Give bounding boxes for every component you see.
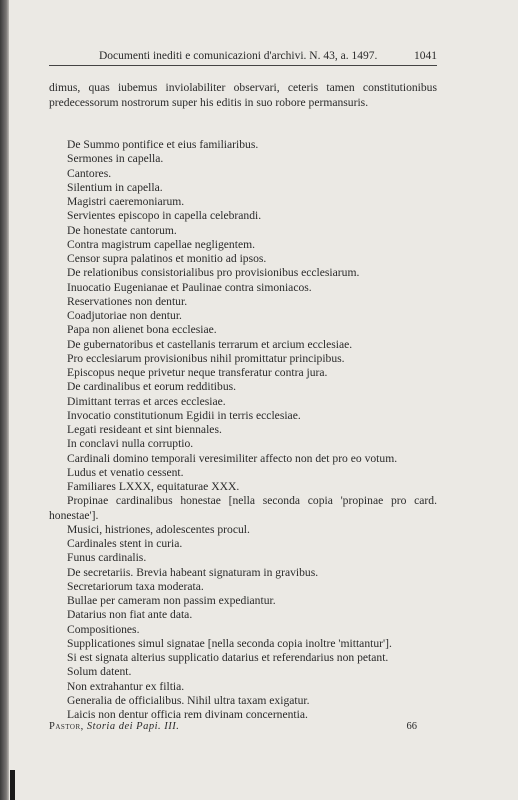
list-item: Datarius non fiat ante data. bbox=[67, 608, 193, 622]
list-item: Cardinali domino temporali veresimiliter affecto non det pro eo votum. bbox=[67, 451, 398, 465]
list-item: Familiares LXXX, equitaturae XXX. bbox=[67, 480, 240, 493]
list-item: Solum datent. bbox=[67, 665, 132, 679]
list-item: Magistri caeremoniarum. bbox=[67, 195, 185, 208]
list-item: Invocatio constitutionum Egidii in terris ecclesiae. bbox=[67, 408, 301, 422]
list-item: Non extrahantur ex filtia. bbox=[67, 679, 185, 693]
list-item: Laicis non dentur officia rem divinam concernentia. bbox=[67, 708, 308, 721]
list-item: Servientes episcopo in capella celebrandi. bbox=[67, 209, 262, 223]
list-item: Compositiones. bbox=[67, 622, 140, 636]
list-item: Cantores. bbox=[67, 166, 112, 180]
list-item: Propinae cardinalibus honestae [nella seconda copia 'propinae pro card. honestae']. bbox=[49, 494, 437, 522]
list-item: In conclavi nulla corruptio. bbox=[67, 437, 194, 451]
list-item: Ludus et venatio cessent. bbox=[67, 465, 184, 479]
list-item: De Summo pontifice et eius familiaribus. bbox=[67, 138, 259, 151]
list-item: Reservationes non dentur. bbox=[67, 294, 188, 308]
book-spine-shadow bbox=[0, 0, 9, 800]
list-item: Funus cardinalis. bbox=[67, 551, 147, 565]
list-item: De honestate cantorum. bbox=[67, 223, 177, 237]
list-item: Episcopus neque privetur neque transferatur contra jura. bbox=[67, 366, 328, 379]
list-item: Si est signata alterius supplicatio datarius et referendarius non petant. bbox=[67, 651, 389, 664]
list-item: Generalia de officialibus. Nihil ultra taxam exigatur. bbox=[67, 693, 310, 707]
list-item: Silentium in capella. bbox=[67, 180, 163, 194]
footer-author: Pastor, bbox=[49, 721, 84, 732]
list-item: Legati resideant et sint biennales. bbox=[67, 423, 222, 436]
list-item: De secretariis. Brevia habeant signaturam in gravibus. bbox=[67, 565, 319, 579]
scan-edge-mark bbox=[10, 770, 15, 800]
intro-paragraph: dimus, quas iubemus inviolabiliter observari, ceteris tamen constitutionibus predecessorum nostrorum super his editis in suo robore permansuris. bbox=[49, 81, 437, 110]
signature-mark: 66 bbox=[406, 721, 417, 732]
header-rule bbox=[49, 65, 437, 66]
list-item: Sermones in capella. bbox=[67, 152, 164, 166]
list-item: Coadjutoriae non dentur. bbox=[67, 309, 182, 322]
list-item: Contra magistrum capellae negligentem. bbox=[67, 237, 256, 251]
list-item: Dimittant terras et arces ecclesiae. bbox=[67, 394, 226, 408]
page-number: 1041 bbox=[414, 50, 437, 62]
list-item: Supplicationes simul signatae [nella seconda copia inoltre 'mittantur']. bbox=[67, 636, 392, 650]
book-page bbox=[9, 0, 518, 800]
list-item: De relationibus consistorialibus pro provisionibus ecclesiarum. bbox=[67, 266, 360, 280]
rubric-list bbox=[49, 138, 437, 722]
list-item: Censor supra palatinos et monitio ad ipsos. bbox=[67, 252, 267, 265]
list-item: Secretariorum taxa moderata. bbox=[67, 579, 204, 593]
list-item: De cardinalibus et eorum redditibus. bbox=[67, 380, 237, 394]
list-item: Inuocatio Eugenianae et Paulinae contra simoniacos. bbox=[67, 280, 312, 294]
list-item: Musici, histriones, adolescentes procul. bbox=[67, 522, 250, 536]
list-item: Bullae per cameram non passim expediantur. bbox=[67, 594, 276, 607]
running-title: Documenti inediti e comunicazioni d'archivi. N. 43, a. 1497. bbox=[99, 50, 378, 62]
list-item: De gubernatoribus et castellanis terrarum et arcium ecclesiae. bbox=[67, 337, 353, 351]
list-item: Papa non alienet bona ecclesiae. bbox=[67, 323, 217, 337]
list-item: Cardinales stent in curia. bbox=[67, 537, 183, 550]
list-item: Pro ecclesiarum provisionibus nihil promittatur principibus. bbox=[67, 351, 345, 365]
footer-work: Storia dei Papi. III. bbox=[86, 721, 180, 732]
